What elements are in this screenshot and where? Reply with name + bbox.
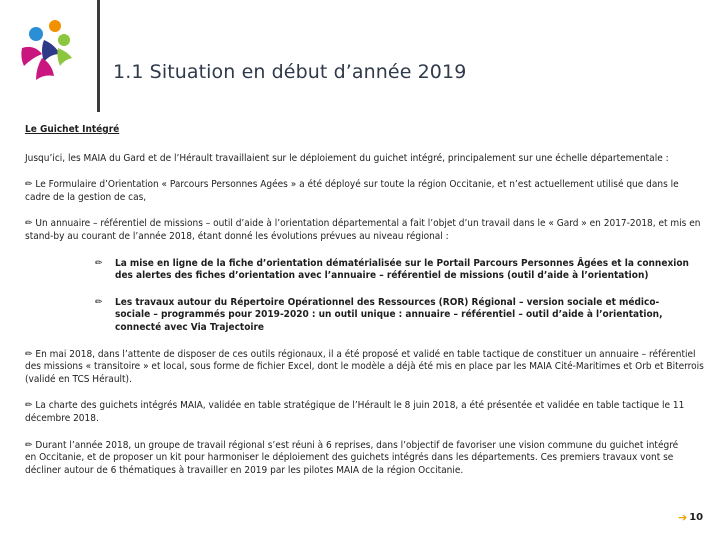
bullet-item — [25, 218, 713, 243]
pencil-icon: ✏ — [25, 348, 33, 360]
pencil-icon: ✏ — [95, 296, 103, 308]
page-number — [678, 511, 703, 524]
sub-bullet-text: La mise en ligne de la fiche d’orientation dématérialisée sur le Portail Parcours Personnes Âgées et la connexion des alertes des fiches d’orientation avec l’annuaire – référentiel de missions (outil d’aide à l’orientation) — [115, 257, 689, 282]
page-title: 1.1 Situation en début d’année 2019 — [113, 61, 467, 83]
arrow-right-icon: ➔ — [678, 511, 688, 524]
sub-bullet-text: Les travaux autour du Répertoire Opérationnel des Ressources (ROR) Régional – version sociale et médico-sociale – programmés pour 2019-2020 : un outil unique : annuaire – référentiel – outil d’aide à l’orientation, connecté avec Via Trajectoire — [115, 296, 663, 333]
bullet-item — [25, 440, 685, 478]
page-number-text: 10 — [689, 512, 704, 523]
sub-bullet-item — [95, 297, 690, 335]
bullet-text: La charte des guichets intégrés MAIA, validée en table stratégique de l’Hérault le 8 juin 2018, a été présentée et validée en table tactique le 11 décembre 2018. — [25, 400, 685, 424]
bullet-text: Le Formulaire d’Orientation « Parcours Personnes Agées » a été déployé sur toute la région Occitanie, et n’est actuellement utilisé que dans le cadre de la gestion de cas, — [25, 179, 679, 203]
header-divider — [97, 0, 100, 112]
pencil-icon: ✏ — [95, 257, 103, 269]
sub-bullet-item — [95, 258, 690, 283]
pencil-icon: ✏ — [25, 218, 33, 230]
intro-paragraph: Jusqu’ici, les MAIA du Gard et de l’Hérault travaillaient sur le déploiement du guichet intégré, principalement sur une échelle départementale : — [25, 152, 669, 164]
bullet-text: Durant l’année 2018, un groupe de travail régional s’est réuni à 6 reprises, dans l’objectif de favoriser une vision commune du guichet intégré en Occitanie, et de proposer un kit pour harmoniser le déploiement des guichets intégrés dans les départements. Ces premiers travaux vont se décliner autour de 6 thématiques à travailler en 2019 par les pilotes MAIA de la région Occitanie. — [25, 439, 679, 476]
pencil-icon: ✏ — [25, 179, 33, 191]
pencil-icon: ✏ — [25, 400, 33, 412]
bullet-text: En mai 2018, dans l’attente de disposer de ces outils régionaux, il a été proposé et validé en table tactique de constituer un annuaire – référentiel des missions « transitoire » et local, sous forme de fichier Excel, dont le modèle a déjà été mis en place par les MAIA Cité-Maritimes et Orb et Biterrois (validé en TCS Hérault). — [25, 348, 704, 385]
pencil-icon: ✏ — [25, 439, 33, 451]
document-body — [25, 124, 713, 491]
bullet-item — [25, 400, 713, 425]
bullet-text: Un annuaire – référentiel de missions – outil d’aide à l’orientation départemental a fait l’objet d’un travail dans le « Gard » en 2017-2018, et mis en stand-by au courant de l’année 2018, étant donné les évolutions prévues au niveau régional : — [25, 218, 701, 242]
bullet-item — [25, 349, 713, 387]
bullet-item — [25, 179, 685, 204]
maia-logo — [14, 14, 78, 106]
section-heading: Le Guichet Intégré — [25, 124, 120, 135]
